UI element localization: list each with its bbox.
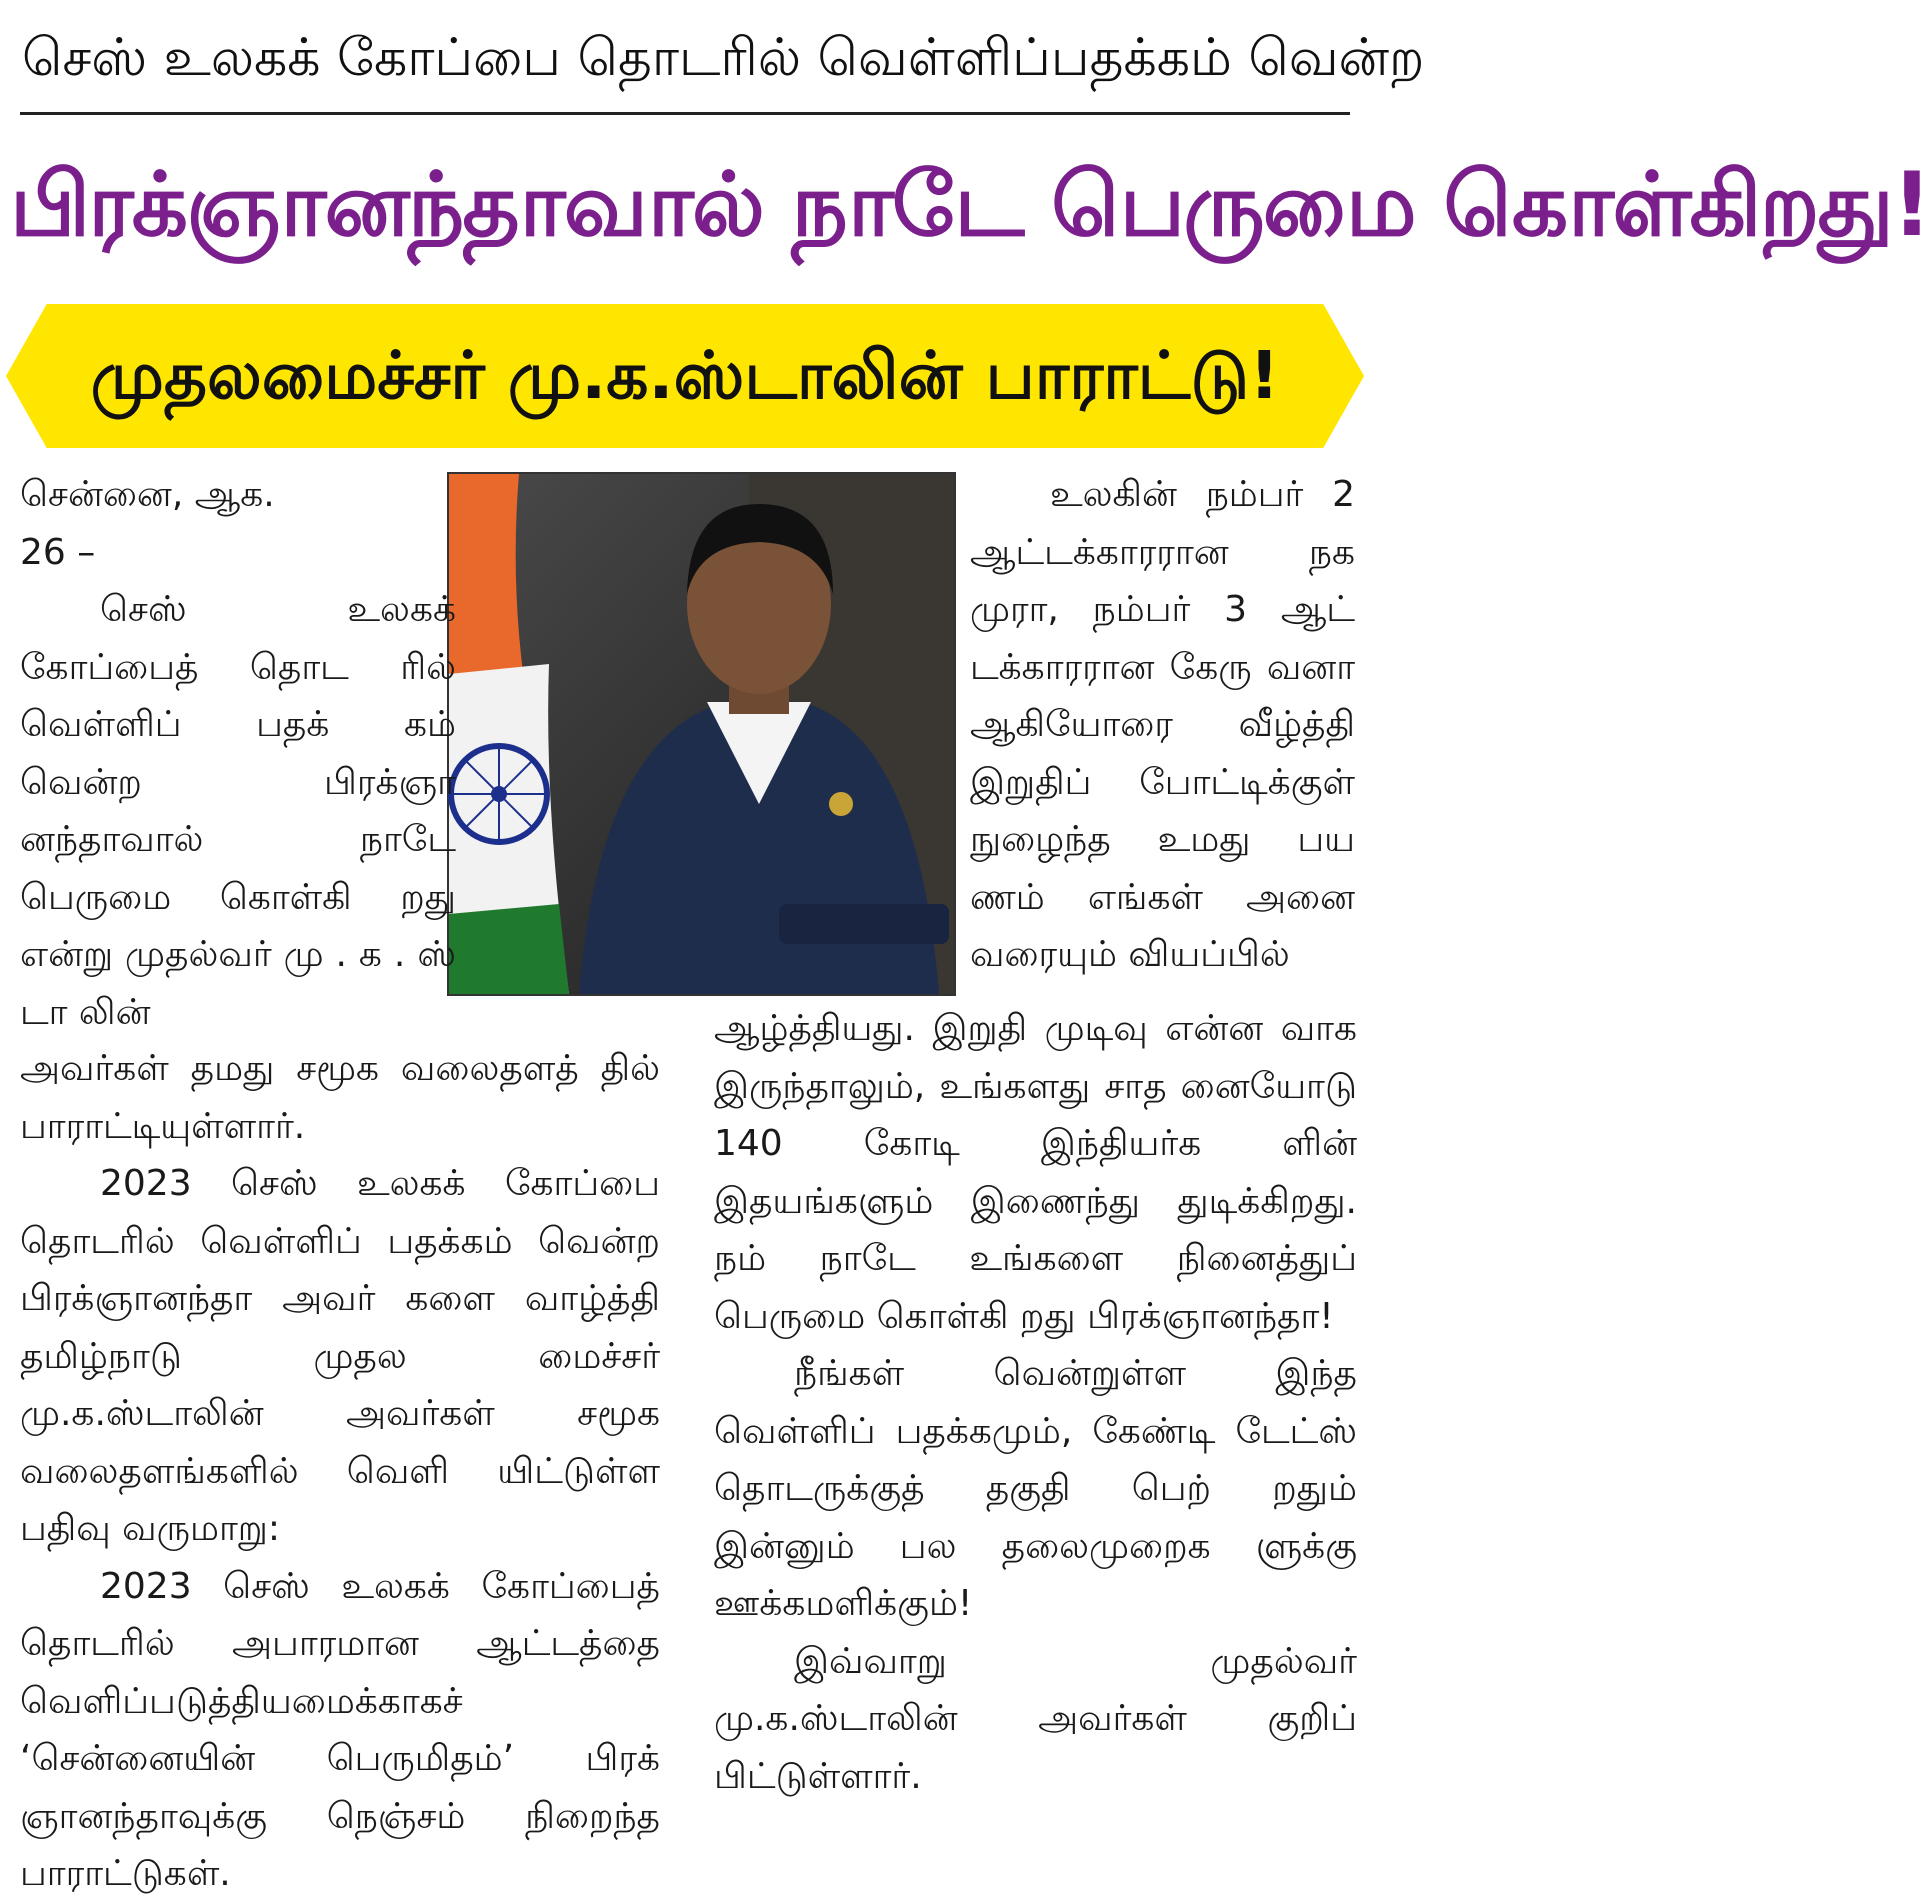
- main-headline: பிரக்ஞானந்தாவால் நாடே பெருமை கொள்கிறது!: [10, 153, 1930, 256]
- fide-badge-icon: [829, 792, 853, 816]
- article-column-right-bottom: [714, 1000, 1357, 1805]
- paragraph-6: இவ்வாறு முதல்வர் மு.க.ஸ்டாலின் அவர்கள் குறிப் பிட்டுள்ளார்.: [714, 1640, 1357, 1797]
- paragraph-2: 2023 செஸ் உலகக் கோப்பை தொடரில் வெள்ளிப் பதக்கம் வென்ற பிரக்ஞானந்தா அவர் களை வாழ்த்தி தமிழ்நாடு முதல மைச்சர் மு.க.ஸ்டாலின் அவர்கள் சமூக வலைதளங்களில் வெளி யிட்டுள்ள பதிவு வருமாறு:: [20, 1163, 660, 1549]
- news-photo: [447, 472, 956, 996]
- article-column-left-bottom: [20, 1040, 660, 1903]
- subheadline-text: முதலமைச்சர் மு.க.ஸ்டாலின் பாராட்டு!: [90, 337, 1280, 414]
- dateline-date: 26 –: [20, 531, 96, 573]
- paragraph-4: உலகின் நம்பர் 2 ஆட்டக்காரரான நக முரா, நம்பர் 3 ஆட் டக்காரரான கேரு வனா ஆகியோரை வீழ்த்தி இறுதிப் போட்டிக்குள் நுழைந்த உமது பய ணம் எங்கள் அனை வரையும் வியப்பில்: [970, 474, 1355, 975]
- kicker-headline: செஸ் உலகக் கோப்பை தொடரில் வெள்ளிப்பதக்கம் வென்ற: [22, 28, 1425, 88]
- paragraph-1: செஸ் உலகக் கோப்பைத் தொட ரில் வெள்ளிப் பதக் கம் வென்ற பிரக்ஞா னந்தாவால் நாடே பெருமை கொள்கி றது என்று முதல்வர் மு . க . ஸ் டா லின்: [20, 589, 456, 1033]
- article-column-left-top: [20, 466, 456, 1041]
- paragraph-3: 2023 செஸ் உலகக் கோப்பைத் தொடரில் அபாரமான ஆட்டத்தை வெளிப்படுத்தியமைக்காகச் ‘சென்னையின் பெருமிதம்’ பிரக் ஞானந்தாவுக்கு நெஞ்சம் நிறைந்த பாராட்டுகள்.: [20, 1565, 660, 1894]
- photo-illustration: [449, 474, 954, 994]
- dateline: சென்னை, ஆக.: [20, 474, 275, 515]
- paragraph-5: நீங்கள் வென்றுள்ள இந்த வெள்ளிப் பதக்கமும், கேண்டி டேட்ஸ் தொடருக்குத் தகுதி பெற் றதும் இன்னும் பல தலைமுறைக ளுக்கு ஊக்கமளிக்கும்!: [714, 1353, 1357, 1624]
- article-column-right-top: [970, 466, 1355, 984]
- header-rule: [20, 112, 1350, 115]
- paragraph-1-continued: அவர்கள் தமது சமூக வலைதளத் தில் பாராட்டியுள்ளார்.: [20, 1048, 660, 1147]
- paragraph-4-continued: ஆழ்த்தியது. இறுதி முடிவு என்ன வாக இருந்தாலும், உங்களது சாத னையோடு 140 கோடி இந்தியர்க ளின் இதயங்களும் இணைந்து துடிக்கிறது. நம் நாடே உங்களை நினைத்துப் பெருமை கொள்கி றது பிரக்ஞானந்தா!: [714, 1008, 1357, 1337]
